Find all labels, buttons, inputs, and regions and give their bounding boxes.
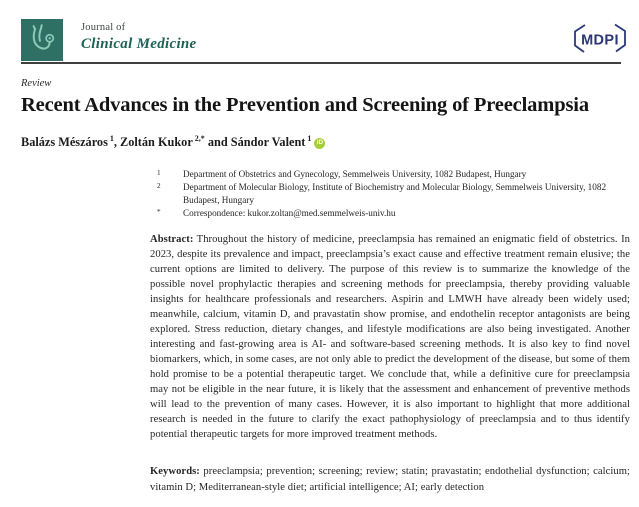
journal-name [81,23,197,52]
affiliations [150,168,630,220]
svg-text:MDPI: MDPI [581,32,619,49]
affiliation-text-1: Department of Obstetrics and Gynecology, Semmelweis University, 1082 Budapest, Hungary [183,169,527,179]
journal-name-top: Journal of [81,22,126,33]
author-affil-ref-1: 1 [109,134,114,143]
author-affil-ref-3: 1 [307,134,312,143]
author-name-1: Balázs Mészáros [21,135,108,150]
header-divider [21,62,621,64]
affiliation-row-correspondence [150,207,630,220]
affiliation-row-1 [150,168,630,181]
journal-name-main: Clinical Medicine [81,35,197,52]
affiliation-marker-1: 1 [157,169,161,177]
mdpi-logo[interactable] [571,23,629,53]
affiliation-text-2: Department of Molecular Biology, Institute of Biochemistry and Molecular Biology, Semmelweis University, 1082 Budapest, Hungary [183,181,607,205]
article-type-label: Review [21,78,52,89]
keywords [150,464,630,495]
author-name-3: Sándor Valent [230,135,306,150]
mdpi-hexagon-icon [571,23,629,53]
affiliation-marker-correspondence: * [157,207,161,216]
author-name-2: Zoltán Kukor [120,135,193,150]
author-affil-ref-2: 2,* [194,134,205,143]
article-title: Recent Advances in the Prevention and Screening of Preeclampsia [21,94,589,116]
journal-logo[interactable] [21,19,63,61]
abstract-text: Throughout the history of medicine, preeclampsia has remained an enigmatic field of obstetrics. In 2023, despite its prevalence and impact, preeclampsia’s exact cause and effective treatment remain elusive; the current options are limited to delivery. The purpose of this review is to summarize the knowledge of the possible novel prophylactic therapies and screening methods for preeclampsia, thereby providing valuable insights for healthcare professionals and researchers. Aspirin and LMWH have already been widely used; meanwhile, calcium, vitamin D, and pravastatin show promise, and endothelin receptor antagonists are being explored. Stress reduction, dietary changes, and lifestyle modifications are also being investigated. Another interesting and fast-growing area is AI- and software-based screening methods. It is also key to find novel biomarkers, which, in some cases, are not only able to predict the development of the disease, but some of them hold promise to be a potential therapeutic target. We conclude that, while a definitive cure for preeclampsia may not be eligible in the near future, it is likely that the assessment and enhancement of preventive methods will lead to the prevention of many cases. However, it is also important to highlight that more additional research is needed in the future to clarify the exact pathophysiology of preeclampsia and to thus identify potential therapeutic targets for more improved treatment methods. [150,234,630,440]
author-separator-2: and [204,135,231,150]
abstract-label: Abstract: [150,234,194,245]
orcid-icon[interactable]: iD [314,138,325,149]
stethoscope-icon [24,22,60,58]
abstract [150,232,630,442]
author-line [21,130,325,151]
keywords-text: preeclampsia; prevention; screening; review; statin; pravastatin; endothelial dysfunction; calcium; vitamin D; Mediterranean-style diet; artificial intelligence; AI; early detection [150,466,631,493]
affiliation-marker-2: 2 [157,181,161,190]
correspondence-email[interactable]: Correspondence: kukor.zoltan@med.semmelweis-univ.hu [183,207,396,218]
author-separator-1: , [113,135,121,150]
affiliation-row-2 [150,181,630,207]
keywords-label: Keywords: [150,466,200,477]
